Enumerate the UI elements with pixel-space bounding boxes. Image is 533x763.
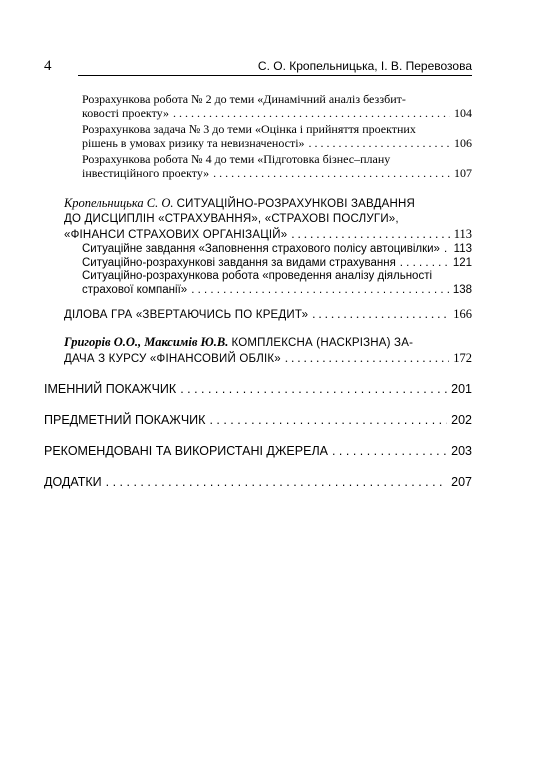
toc-entry-calc-task-3[interactable] [82,122,472,150]
toc-subentry-company-analysis[interactable] [82,270,472,297]
toc-entry-text-line: РЕКОМЕНДОВАНІ ТА ВИКОРИСТАНІ ДЖЕРЕЛА [44,444,328,458]
toc-entry-text-line: ковості проекту» [82,106,169,120]
toc-subentry-insurance-tasks[interactable] [82,257,472,271]
toc-subentry-policy-task[interactable] [82,243,472,257]
toc-page-number: 172 [453,351,472,365]
dot-leader [312,307,449,322]
dot-leader [173,106,450,120]
toc-entry-text-line: ПРЕДМЕТНИЙ ПОКАЖЧИК [44,413,206,427]
toc-entry-text-line: страхової компанії» [82,283,188,296]
dot-leader [180,381,447,397]
running-head-authors: С. О. Кропельницька, І. В. Перевозова [257,59,472,73]
dot-leader [285,351,449,366]
toc-page-number: 107 [454,166,472,180]
dot-leader [291,227,449,242]
toc-entry-text-line: Розрахункова робота № 4 до теми «Підготовка бізнес–плану [82,152,391,166]
toc-page-number: 202 [451,413,472,427]
toc-page-number: 106 [454,136,472,150]
toc-page-number: 203 [451,444,472,458]
toc-section-accounting-task[interactable] [64,335,472,367]
toc-entry-text-line: рішень в умовах ризику та невизначеності» [82,136,305,150]
toc-entry-text-line: ІМЕННИЙ ПОКАЖЧИК [44,382,177,396]
toc-section-business-game[interactable] [64,307,472,323]
toc-page-number: 121 [452,256,472,269]
toc-entry-text-line: Розрахункова задача № 3 до теми «Оцінка і прийняття проектних [82,122,416,136]
dot-leader [332,443,447,459]
dot-leader [444,243,450,257]
toc-entry-calc-work-4[interactable] [82,152,472,180]
toc-entry-text-line: «ФІНАНСИ СТРАХОВИХ ОРГАНІЗАЦІЙ» [64,229,288,241]
toc-section-insurance[interactable] [64,196,472,297]
section-author: Григорів О.О., Максимів Ю.В. [64,335,229,349]
toc-page-number: 138 [452,283,472,296]
toc-page-number: 113 [453,227,472,241]
toc-entry-text-line: ДАЧА З КУРСУ «ФІНАНСОВИЙ ОБЛІК» [64,353,281,365]
toc-page-number: 166 [453,307,472,321]
toc-page-number: 104 [454,106,472,120]
toc-entry-text-line: Ситуаційно-розрахункові завдання за видами страхування [82,256,396,269]
toc-entry-text-line: СИТУАЦІЙНО-РОЗРАХУНКОВІ ЗАВДАННЯ [176,198,415,210]
toc-subsection-list [82,243,472,297]
dot-leader [400,257,449,271]
toc-page-number: 201 [451,382,472,396]
toc-entry-text-line: Ситуаційно-розрахункова робота «проведення аналізу діяльності [82,270,433,282]
header-rule [78,75,472,76]
toc-entry-appendices[interactable] [44,474,472,490]
dot-leader [191,284,449,298]
page-number: 4 [44,58,52,74]
table-of-contents [44,92,472,490]
section-author: Кропельницька С. О. [64,196,174,210]
page-header [44,58,472,76]
dot-leader [209,412,447,428]
toc-page-number: 207 [451,475,472,489]
toc-entry-text-line: інвестиційного проекту» [82,166,210,180]
toc-entry-text-line: ДО ДИСЦИПЛІН «СТРАХУВАННЯ», «СТРАХОВІ ПОСЛУГИ», [64,213,399,225]
toc-entry-text-line: Розрахункова робота № 2 до теми «Динамічний аналіз беззбит- [82,92,406,106]
toc-entry-name-index[interactable] [44,381,472,397]
toc-entry-text-line: ДІЛОВА ГРА «ЗВЕРТАЮЧИСЬ ПО КРЕДИТ» [64,309,309,321]
toc-entry-text-line: ДОДАТКИ [44,475,102,489]
toc-entry-text-line: Ситуаційне завдання «Заповнення страхового полісу автоцивілки» [82,243,440,255]
toc-entry-calc-work-2[interactable] [82,92,472,120]
toc-entry-references[interactable] [44,443,472,459]
toc-entry-subject-index[interactable] [44,412,472,428]
dot-leader [309,136,450,150]
dot-leader [213,166,450,180]
toc-page-number: 113 [453,243,472,255]
dot-leader [106,474,447,490]
toc-entry-text-line: КОМПЛЕКСНА (НАСКРІЗНА) ЗА- [231,337,414,349]
